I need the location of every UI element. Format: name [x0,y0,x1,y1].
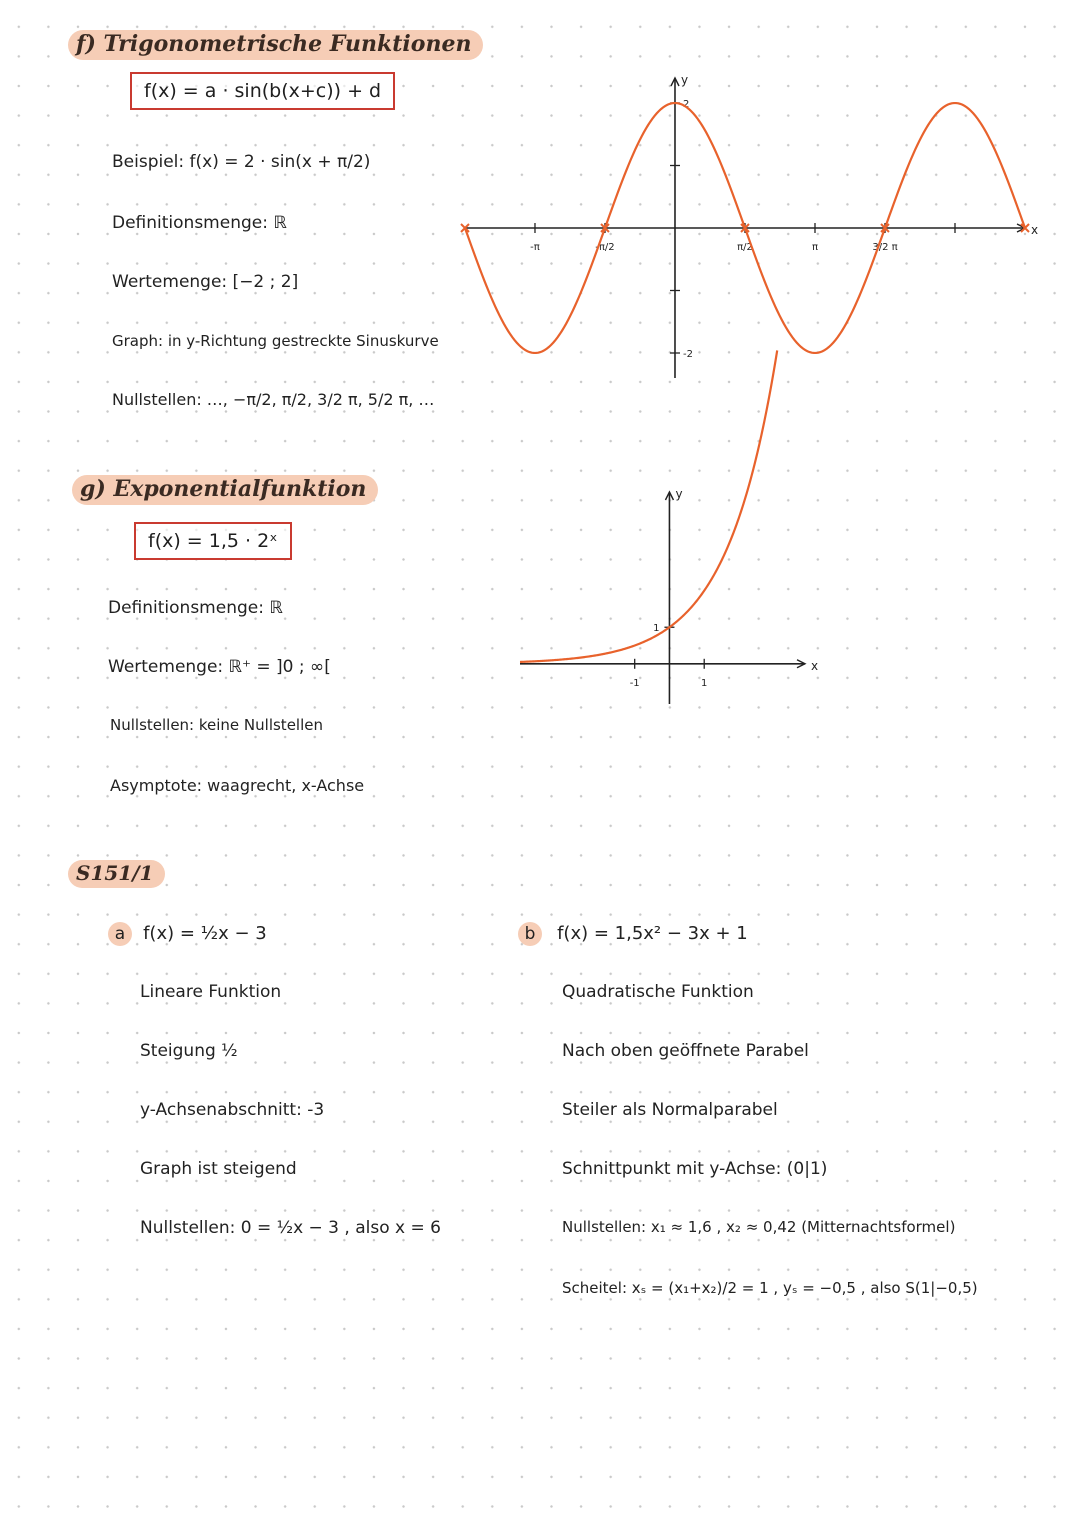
part-b-label: b [518,922,542,946]
section-g-heading: g) Exponentialfunktion [72,475,378,505]
part-a-line-5: Nullstellen: 0 = ½x − 3 , also x = 6 [140,1218,441,1238]
part-a-block [108,922,267,946]
x-tick-label: 3/2 π [872,242,898,253]
y-tick-label: 2 [682,99,690,110]
y-axis-label: y [680,73,689,87]
section-f-heading: f) Trigonometrische Funktionen [68,30,483,60]
x-tick-label: π [811,242,819,253]
part-b-line-3: Steiler als Normalparabel [562,1100,778,1120]
section-g-formula-box: f(x) = 1,5 · 2ˣ [134,522,292,560]
y-tick-label: -2 [682,349,693,360]
part-a-label: a [108,922,132,946]
x-tick-label: -π [530,242,540,253]
section-f-range: Wertemenge: [−2 ; 2] [112,272,299,292]
section-f-formula-box: f(x) = a · sin(b(x+c)) + d [130,72,395,110]
section-g-asymptote: Asymptote: waagrecht, x-Achse [110,776,365,795]
part-a-line-3: y-Achsenabschnitt: -3 [140,1100,325,1120]
part-b-line-4: Schnittpunkt mit y-Achse: (0|1) [562,1159,828,1179]
part-b-block [518,922,748,946]
part-a-line-4: Graph ist steigend [140,1159,297,1179]
y-tick-label: 1 [653,623,660,635]
part-b-line-6: Scheitel: xₛ = (x₁+x₂)/2 = 1 , yₛ = −0,5 , also S(1|−0,5) [562,1279,978,1297]
section-f-zeros: Nullstellen: …, −π/2, π/2, 3/2 π, 5/2 π, … [112,390,435,409]
function-curve [520,350,777,662]
exp-chart [505,482,819,714]
x-tick-label: π/2 [737,242,753,253]
part-b-line-2: Nach oben geöffnete Parabel [562,1041,809,1061]
part-b-line-5: Nullstellen: x₁ ≈ 1,6 , x₂ ≈ 0,42 (Mitternachtsformel) [562,1218,956,1236]
section-f-domain: Definitionsmenge: ℝ [112,213,287,233]
x-axis-label: x [1031,223,1039,237]
x-tick-label: -1 [629,677,640,689]
section-f-example: Beispiel: f(x) = 2 · sin(x + π/2) [112,152,371,172]
part-b-line-1: Quadratische Funktion [562,982,754,1002]
x-tick-label: 1 [701,677,708,689]
exercise-heading: S151/1 [68,860,165,888]
part-b-function: f(x) = 1,5x² − 3x + 1 [557,923,748,944]
part-a-line-1: Lineare Funktion [140,982,282,1002]
sine-chart [455,68,1039,388]
section-g-domain: Definitionsmenge: ℝ [108,598,283,618]
x-axis-label: x [811,658,819,673]
part-a-function: f(x) = ½x − 3 [143,923,267,944]
section-g-range: Wertemenge: ℝ⁺ = ]0 ; ∞[ [108,657,331,677]
part-a-line-2: Steigung ½ [140,1041,238,1061]
section-g-zeros: Nullstellen: keine Nullstellen [110,716,323,734]
section-f-graph-desc: Graph: in y-Richtung gestreckte Sinuskurve [112,332,439,350]
y-axis-label: y [675,487,683,501]
x-tick-label: -π/2 [595,242,615,253]
